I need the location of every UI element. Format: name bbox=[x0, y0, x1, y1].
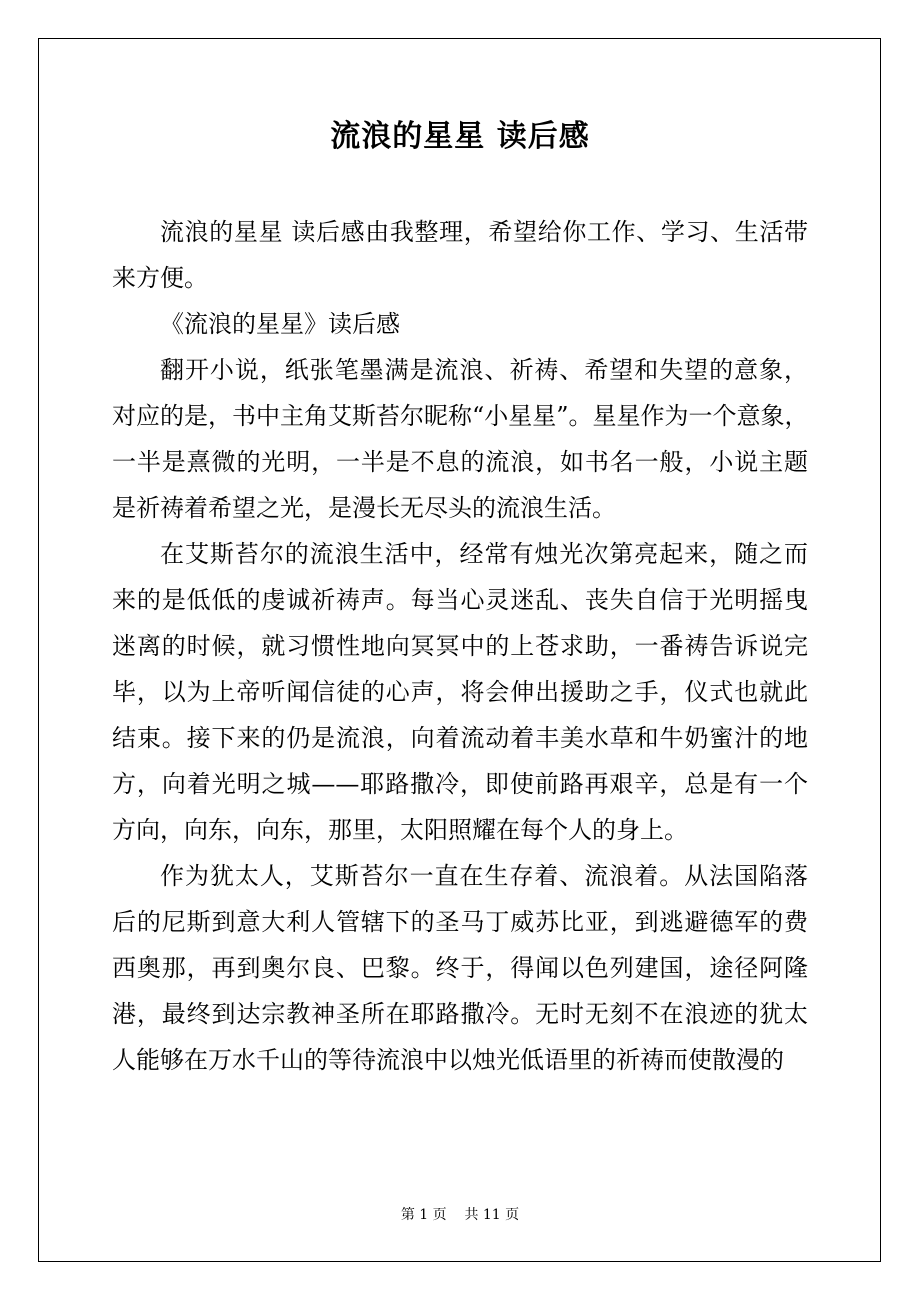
paragraph-line: 流浪的星星 读后感由我整理，希望给你工作、学习、生活带 bbox=[160, 218, 808, 246]
paragraph-line: 对应的是，书中主角艾斯苔尔昵称“小星星”。星星作为一个意象， bbox=[112, 402, 809, 430]
paragraph-line: 《流浪的星星》读后感 bbox=[160, 310, 400, 338]
document-title: 流浪的星星 读后感 bbox=[330, 119, 590, 154]
page-total: 共 11 页 bbox=[464, 1207, 520, 1223]
paragraph-line: 港，最终到达宗教神圣所在耶路撒冷。无时无刻不在浪迹的犹太 bbox=[112, 1000, 808, 1028]
paragraph-line: 迷离的时候，就习惯性地向冥冥中的上苍求助，一番祷告诉说完 bbox=[112, 632, 808, 660]
paragraph-line: 一半是熹微的光明，一半是不息的流浪，如书名一般，小说主题 bbox=[112, 448, 808, 476]
paragraph-line: 人能够在万水千山的等待流浪中以烛光低语里的祈祷而使散漫的 bbox=[112, 1046, 784, 1074]
paragraph-line: 方，向着光明之城——耶路撒冷，即使前路再艰辛，总是有一个 bbox=[112, 770, 808, 798]
page-number: 第 1 页 bbox=[400, 1207, 447, 1223]
paragraph-line: 西奥那，再到奥尔良、巴黎。终于，得闻以色列建国，途径阿隆 bbox=[112, 954, 808, 982]
paragraph bbox=[112, 301, 808, 347]
paragraph-line: 后的尼斯到意大利人管辖下的圣马丁威苏比亚，到逃避德军的费 bbox=[112, 908, 808, 936]
paragraph bbox=[112, 209, 808, 301]
page-footer bbox=[0, 1205, 920, 1225]
paragraph-line: 来方便。 bbox=[112, 264, 208, 292]
paragraph-line: 毕，以为上帝听闻信徒的心声，将会伸出援助之手，仪式也就此 bbox=[112, 678, 808, 706]
paragraph-line: 方向，向东，向东，那里，太阳照耀在每个人的身上。 bbox=[112, 816, 688, 844]
paragraph bbox=[112, 347, 808, 531]
paragraph-line: 是祈祷着希望之光，是漫长无尽头的流浪生活。 bbox=[112, 494, 616, 522]
paragraph-line: 翻开小说，纸张笔墨满是流浪、祈祷、希望和失望的意象， bbox=[160, 356, 808, 384]
paragraph-line: 在艾斯苔尔的流浪生活中，经常有烛光次第亮起来，随之而 bbox=[160, 540, 808, 568]
paragraph-line: 作为犹太人，艾斯苔尔一直在生存着、流浪着。从法国陷落 bbox=[160, 862, 808, 890]
document-body bbox=[112, 209, 808, 1083]
paragraph-line: 结束。接下来的仍是流浪，向着流动着丰美水草和牛奶蜜汁的地 bbox=[112, 724, 808, 752]
paragraph bbox=[112, 853, 808, 1083]
paragraph bbox=[112, 531, 808, 853]
paragraph-line: 来的是低低的虔诚祈祷声。每当心灵迷乱、丧失自信于光明摇曳 bbox=[112, 586, 808, 614]
